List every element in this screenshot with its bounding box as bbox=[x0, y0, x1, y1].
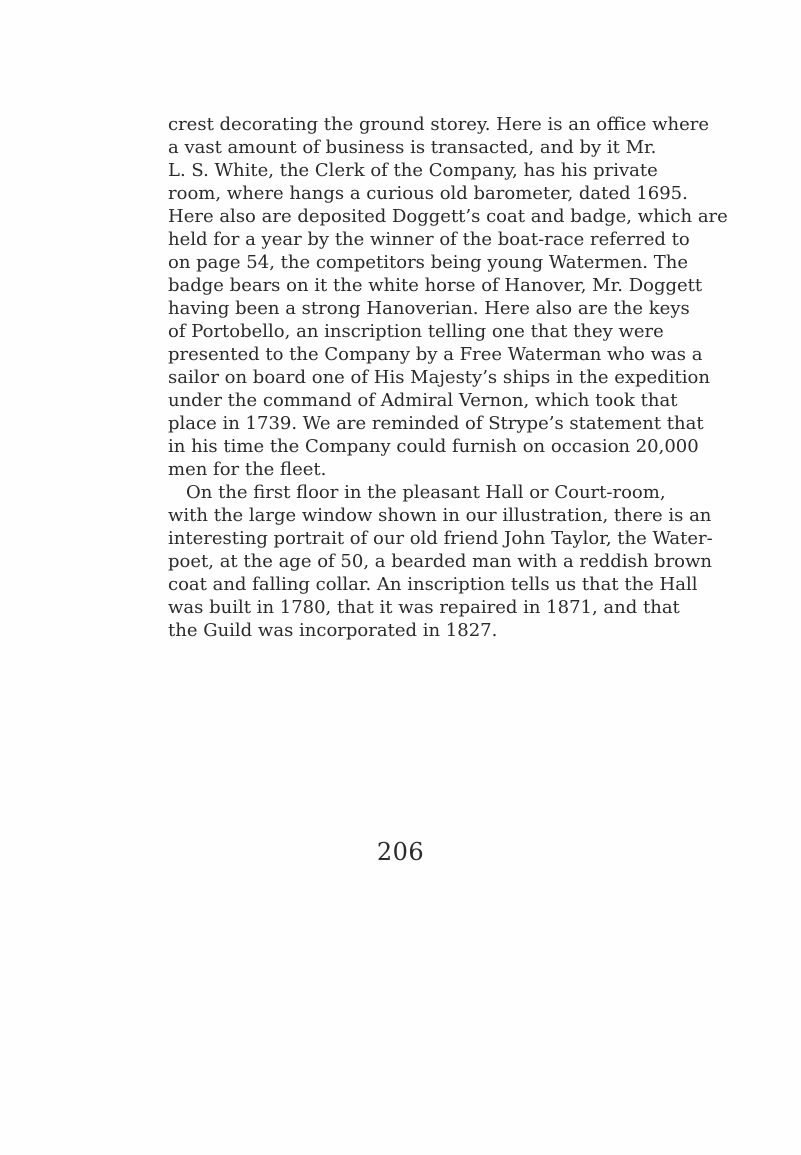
paragraph-2 bbox=[168, 481, 713, 642]
text-line: On the first floor in the pleasant Hall or Court-room, bbox=[186, 482, 666, 503]
text-line: in his time the Company could furnish on occasion 20,000 bbox=[168, 436, 699, 457]
text-line: was built in 1780, that it was repaired in 1871, and that bbox=[168, 597, 680, 618]
page-number: 206 bbox=[376, 838, 425, 866]
text-line: poet, at the age of 50, a bearded man with a reddish brown bbox=[168, 551, 713, 572]
text-line: sailor on board one of His Majesty’s ships in the expedition bbox=[168, 367, 710, 388]
text-line: men for the fleet. bbox=[168, 459, 327, 480]
text-line: interesting portrait of our old friend John Taylor, the Water- bbox=[168, 528, 713, 549]
text-line: the Guild was incorporated in 1827. bbox=[168, 620, 498, 641]
text-line: room, where hangs a curious old barometer, dated 1695. bbox=[168, 183, 688, 204]
text-line: Here also are deposited Doggett’s coat and badge, which are bbox=[168, 206, 728, 227]
text-line: under the command of Admiral Vernon, which took that bbox=[168, 390, 678, 411]
text-line: on page 54, the competitors being young Watermen. The bbox=[168, 252, 689, 273]
text-line: badge bears on it the white horse of Hanover, Mr. Doggett bbox=[168, 275, 703, 296]
text-line: crest decorating the ground storey. Here is an office where bbox=[168, 114, 710, 135]
text-line: presented to the Company by a Free Waterman who was a bbox=[168, 344, 703, 365]
text-line: a vast amount of business is transacted, and by it Mr. bbox=[168, 137, 657, 158]
text-line: with the large window shown in our illustration, there is an bbox=[168, 505, 712, 526]
text-line: place in 1739. We are reminded of Strype’s statement that bbox=[168, 413, 704, 434]
body-text bbox=[168, 113, 728, 642]
text-line: coat and falling collar. An inscription tells us that the Hall bbox=[168, 574, 698, 595]
text-line: having been a strong Hanoverian. Here also are the keys bbox=[168, 298, 690, 319]
paragraph-1 bbox=[168, 113, 728, 481]
text-line: held for a year by the winner of the boat-race referred to bbox=[168, 229, 690, 250]
text-line: L. S. White, the Clerk of the Company, has his private bbox=[168, 160, 658, 181]
text-line: of Portobello, an inscription telling one that they were bbox=[168, 321, 664, 342]
